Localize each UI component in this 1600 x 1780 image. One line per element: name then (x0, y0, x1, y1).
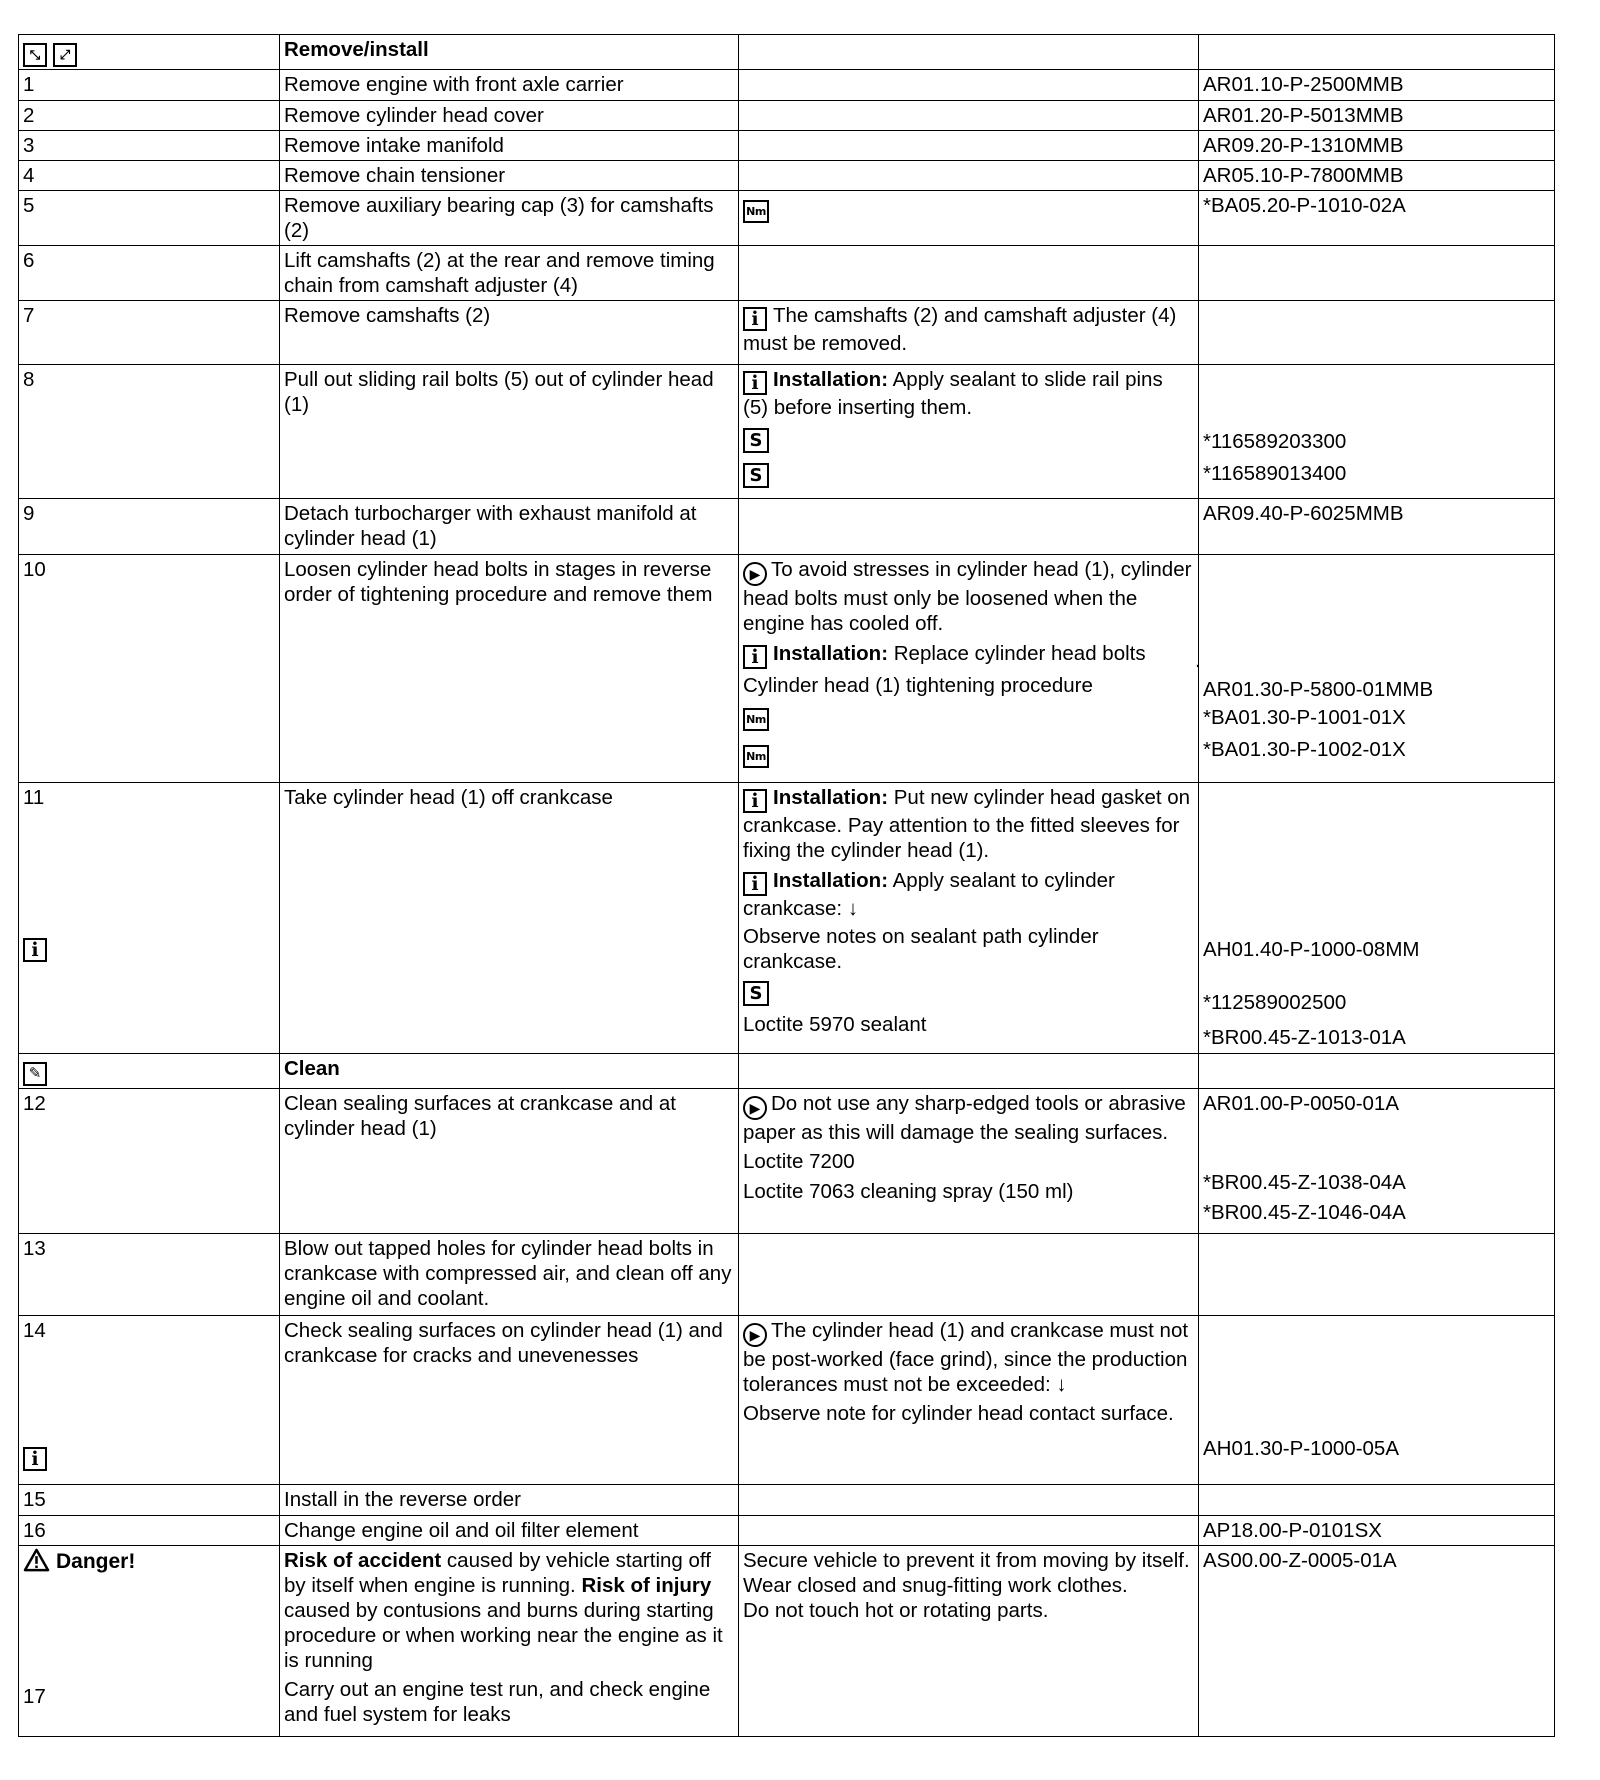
reference-link[interactable]: AS00.00-Z-0005-01A (1199, 1546, 1555, 1737)
clean-icon: ✎ (23, 1062, 47, 1086)
reference-link[interactable]: AR09.40-P-6025MMB (1199, 499, 1555, 555)
step-number: 9 (19, 499, 280, 555)
arrow-down-icon: ↓ (847, 897, 859, 920)
info-icon[interactable]: i (743, 371, 767, 395)
info-cell (739, 555, 1199, 783)
step-number: 3 (19, 131, 280, 161)
table-row (19, 1089, 1555, 1234)
empty-cell (739, 499, 1199, 555)
table-row (19, 301, 1555, 365)
danger-label: Danger! (56, 1550, 136, 1573)
measure-text: Secure vehicle to prevent it from moving by itself. (743, 1549, 1190, 1572)
empty-cell (739, 246, 1199, 301)
step-text: Remove auxiliary bearing cap (3) for camshafts (2) (280, 191, 739, 246)
torque-cell (739, 191, 1199, 246)
step-text: Take cylinder head (1) off crankcase (280, 783, 739, 1054)
spacer (1203, 1318, 1549, 1436)
observe-text: Observe note for cylinder head contact surface. (743, 1402, 1174, 1425)
info-icon[interactable]: i (743, 307, 767, 331)
step-number: 5 (19, 191, 280, 246)
step-text: Remove chain tensioner (280, 161, 739, 191)
table-row (19, 499, 1555, 555)
tool-line (743, 977, 1193, 1006)
torque-line (743, 738, 1193, 768)
step-number: 10 (19, 555, 280, 783)
reference-link[interactable]: AR01.10-P-2500MMB (1199, 70, 1555, 101)
risk-cell (280, 1546, 739, 1737)
reference-cell (1199, 783, 1555, 1054)
install-icon: ⤢ (53, 43, 77, 67)
info-cell (739, 365, 1199, 499)
step-text: Check sealing surfaces on cylinder head (1) and crankcase for cracks and unevenesses (280, 1316, 739, 1485)
step-number: 7 (19, 301, 280, 365)
table-row (19, 191, 1555, 246)
table-row (19, 1316, 1555, 1485)
info-icon[interactable]: i (23, 938, 47, 962)
info-icon[interactable]: i (23, 1447, 47, 1471)
torque-line (743, 701, 1193, 731)
table-row-section-clean (19, 1054, 1555, 1089)
table-row (19, 1516, 1555, 1546)
table-row (19, 101, 1555, 131)
step-number: 12 (19, 1089, 280, 1234)
remove-icon: ⤡ (23, 43, 47, 67)
reference-link[interactable]: AR01.30-P-5800-01MMB (1203, 678, 1434, 701)
torque-nm-icon[interactable]: Nm (743, 200, 769, 223)
reference-cell (1195, 555, 1555, 783)
special-tool-icon[interactable]: S (743, 428, 769, 453)
note-icon[interactable]: ▶ (743, 1096, 767, 1120)
arrow-down-icon: ↓ (1056, 1373, 1067, 1396)
spacer (1203, 557, 1549, 648)
note-text: ▶ Do not use any sharp-edged tools or abrasive paper as this will damage the sealing surfaces. (743, 1092, 1186, 1144)
reference-link[interactable]: *BA05.20-P-1010-02A (1199, 191, 1555, 246)
note-icon[interactable]: ▶ (743, 562, 767, 586)
table-row (19, 555, 1555, 783)
empty-cell (1199, 1234, 1555, 1316)
step-number-cell (19, 783, 280, 1054)
product-text: Loctite 7200 (743, 1150, 855, 1173)
info-cell (739, 783, 1199, 1054)
step-text: Remove camshafts (2) (280, 301, 739, 365)
section-title: Remove/install (280, 35, 739, 70)
reference-link[interactable]: *112589002500 (1203, 991, 1347, 1014)
spacer (1203, 785, 1549, 937)
step-number: 11 (23, 786, 45, 809)
reference-link[interactable]: *BR00.45-Z-1013-01A (1203, 1026, 1406, 1049)
step-text: Loosen cylinder head bolts in stages in reverse order of tightening procedure and remove them (280, 555, 739, 783)
step-text: Detach turbocharger with exhaust manifold at cylinder head (1) (280, 499, 739, 555)
reference-link[interactable]: AH01.40-P-1000-08MM (1203, 938, 1420, 961)
spacer (1203, 1116, 1549, 1170)
table-row (19, 783, 1555, 1054)
section-title: Clean (280, 1054, 739, 1089)
procedure-table (18, 34, 1555, 1737)
risk-text: Risk of accident caused by vehicle starting off by itself when engine is running. Risk of injury caused by contusions and burns during starting procedure or when working near the engine as it is running (284, 1549, 723, 1672)
step-text: Pull out sliding rail bolts (5) out of cylinder head (1) (280, 365, 739, 499)
reference-link[interactable]: AR05.10-P-7800MMB (1199, 161, 1555, 191)
empty-cell (739, 1054, 1199, 1089)
clean-icon-cell (19, 1054, 280, 1089)
empty-cell (1199, 1054, 1555, 1089)
step-text: Clean sealing surfaces at crankcase and at cylinder head (1) (280, 1089, 739, 1234)
installation-label: Installation: (773, 869, 889, 892)
step-number: 6 (19, 246, 280, 301)
installation-label: Installation: (773, 368, 889, 391)
spacer (23, 1574, 274, 1684)
torque-nm-icon[interactable]: Nm (743, 708, 769, 731)
empty-cell (1199, 1485, 1555, 1516)
reference-link[interactable]: *BR00.45-Z-1046-04A (1203, 1201, 1406, 1224)
step-text: Change engine oil and oil filter element (280, 1516, 739, 1546)
step-text: Blow out tapped holes for cylinder head bolts in crankcase with compressed air, and clean off any engine oil and coolant. (280, 1234, 739, 1316)
empty-cell (739, 1234, 1199, 1316)
empty-cell (739, 161, 1199, 191)
info-cell (739, 1089, 1199, 1234)
note-text: ▶ To avoid stresses in cylinder head (1), cylinder head bolts must only be loosened when the engine has cooled off. (743, 558, 1192, 635)
danger-cell (19, 1546, 280, 1737)
table-row-danger (19, 1546, 1555, 1737)
info-text: The camshafts (2) and camshaft adjuster (4) must be removed. (743, 304, 1177, 355)
info-icon[interactable]: i (743, 645, 767, 669)
trailing-dot: . (1195, 649, 1201, 672)
spacer (1203, 367, 1549, 429)
reference-cell (1199, 365, 1555, 499)
installation-text: Apply sealant to slide rail pins (5) before inserting them. (743, 368, 1163, 419)
empty-cell (1199, 35, 1555, 70)
measures-cell (739, 1546, 1199, 1737)
table-row-header (19, 35, 1555, 70)
empty-cell (739, 131, 1199, 161)
tool-line (743, 424, 1193, 453)
reference-cell (1199, 1089, 1555, 1234)
step-number: 16 (19, 1516, 280, 1546)
reference-link[interactable]: AP18.00-P-0101SX (1199, 1516, 1555, 1546)
step-text: Remove cylinder head cover (280, 101, 739, 131)
special-tool-icon[interactable]: S (743, 981, 769, 1006)
tool-line (743, 459, 1193, 488)
table-row (19, 70, 1555, 101)
reference-link[interactable]: AR09.20-P-1310MMB (1199, 131, 1555, 161)
reference-link[interactable]: AR01.20-P-5013MMB (1199, 101, 1555, 131)
step-text: Carry out an engine test run, and check engine and fuel system for leaks (284, 1678, 711, 1726)
step-number: 17 (23, 1685, 46, 1708)
table-row (19, 161, 1555, 191)
empty-cell (739, 1516, 1199, 1546)
reference-link[interactable]: *116589203300 (1203, 430, 1347, 453)
empty-cell (1199, 301, 1555, 365)
sealant-text: Loctite 5970 sealant (743, 1013, 927, 1036)
reference-link[interactable]: *BR00.45-Z-1038-04A (1203, 1171, 1406, 1194)
spacer (23, 810, 274, 934)
empty-cell (1199, 246, 1555, 301)
empty-cell (739, 1485, 1199, 1516)
step-number: 1 (19, 70, 280, 101)
table-row (19, 1234, 1555, 1316)
note-icon[interactable]: ▶ (743, 1323, 767, 1347)
installation-note: i Installation: Apply sealant to cylinder crankcase: ↓ (743, 869, 1115, 920)
table-row (19, 1485, 1555, 1516)
reference-link[interactable]: AR01.00-P-0050-01A (1203, 1092, 1400, 1115)
step-number: 13 (19, 1234, 280, 1316)
reference-link[interactable]: AH01.30-P-1000-05A (1203, 1437, 1400, 1460)
installation-label: Installation: (773, 786, 889, 809)
installation-note: i Installation: Put new cylinder head gasket on crankcase. Pay attention to the fitted sleeves for fixing the cylinder head (1). (743, 786, 1191, 862)
installation-text: Replace cylinder head bolts (893, 642, 1146, 665)
spacer (23, 1343, 274, 1443)
step-number-cell (19, 1316, 280, 1485)
installation-note (743, 367, 1193, 420)
info-icon[interactable]: i (743, 872, 767, 896)
measure-text: Do not touch hot or rotating parts. (743, 1599, 1049, 1622)
procedure-text: Cylinder head (1) tightening procedure (743, 674, 1093, 697)
info-cell (739, 1316, 1199, 1485)
step-text: Remove intake manifold (280, 131, 739, 161)
reference-cell (1199, 1316, 1555, 1485)
step-number: 4 (19, 161, 280, 191)
observe-text: Observe notes on sealant path cylinder crankcase. (743, 925, 1099, 973)
table-row (19, 131, 1555, 161)
step-number: 8 (19, 365, 280, 499)
step-text: Install in the reverse order (280, 1485, 739, 1516)
empty-cell (739, 101, 1199, 131)
reference-link[interactable]: *BA01.30-P-1002-01X (1203, 738, 1406, 761)
warning-triangle-icon (23, 1548, 50, 1572)
danger-label-line (23, 1548, 274, 1574)
product-text: Loctite 7063 cleaning spray (150 ml) (743, 1180, 1074, 1203)
special-tool-icon[interactable]: S (743, 463, 769, 488)
measure-text: Wear closed and snug-fitting work clothes. (743, 1574, 1128, 1597)
step-number: 15 (19, 1485, 280, 1516)
step-number: 2 (19, 101, 280, 131)
reference-link[interactable]: *116589013400 (1203, 462, 1347, 485)
installation-note (743, 641, 1193, 669)
info-cell (739, 301, 1199, 365)
torque-nm-icon[interactable]: Nm (743, 745, 769, 768)
step-text: Remove engine with front axle carrier (280, 70, 739, 101)
header-icons-cell (19, 35, 280, 70)
note-text: ▶ The cylinder head (1) and crankcase must not be post-worked (face grind), since the production tolerances must not be exceeded: ↓ (743, 1319, 1189, 1396)
step-text: Lift camshafts (2) at the rear and remove timing chain from camshaft adjuster (4) (280, 246, 739, 301)
reference-link[interactable]: *BA01.30-P-1001-01X (1203, 706, 1406, 729)
installation-label: Installation: (773, 642, 889, 665)
empty-cell (739, 35, 1199, 70)
table-row (19, 365, 1555, 499)
step-number: 14 (23, 1319, 46, 1342)
info-icon[interactable]: i (743, 789, 767, 813)
empty-cell (739, 70, 1199, 101)
table-row (19, 246, 1555, 301)
